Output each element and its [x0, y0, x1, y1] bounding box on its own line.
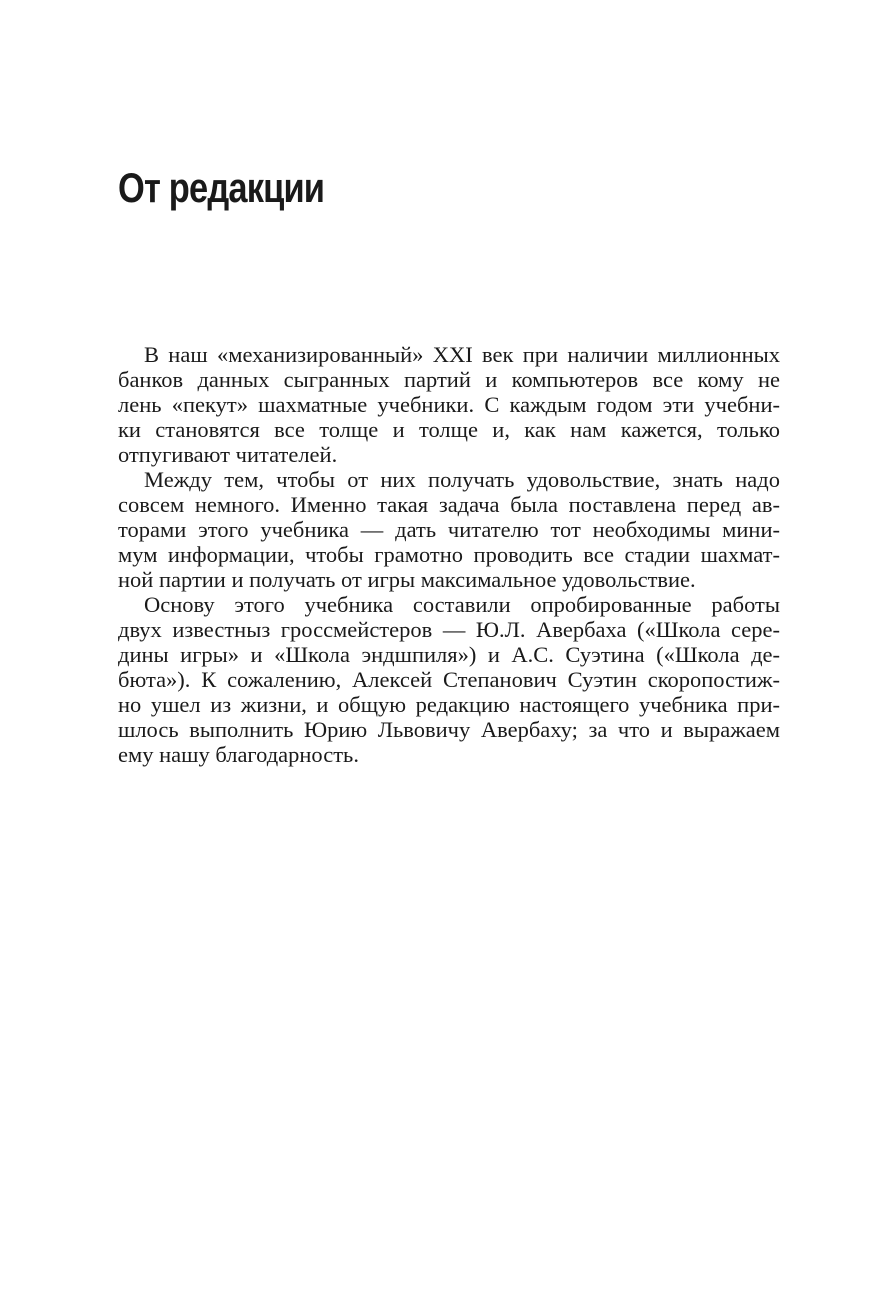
- text-line: но ушел из жизни, и общую редакцию настоящего учебника при-: [118, 692, 780, 717]
- text-line: шлось выполнить Юрию Львовичу Авербаху; за что и выражаем: [118, 717, 780, 742]
- text-line: торами этого учебника — дать читателю тот необходимы мини-: [118, 517, 780, 542]
- text-line: двух известныз гроссмейстеров — Ю.Л. Авербаха («Школа сере-: [118, 617, 780, 642]
- text-line: отпугивают читателей.: [118, 442, 338, 467]
- text-line: дины игры» и «Школа эндшпиля») и А.С. Суэтина («Школа де-: [118, 642, 780, 667]
- text-line: ему нашу благодарность.: [118, 742, 359, 767]
- text-line: бюта»). К сожалению, Алексей Степанович Суэтин скоропостиж-: [118, 667, 780, 692]
- text-line: лень «пекут» шахматные учебники. С каждым годом эти учебни-: [118, 392, 780, 417]
- text-line: В наш «механизированный» XXI век при наличии миллионных: [144, 342, 780, 367]
- page-title: От редакции: [118, 164, 325, 211]
- text-line: Между тем, чтобы от них получать удовольствие, знать надо: [144, 467, 780, 492]
- text-line: совсем немного. Именно такая задача была поставлена перед ав-: [118, 492, 780, 517]
- text-line: ки становятся все толще и толще и, как нам кажется, только: [118, 417, 780, 442]
- paragraph-1: [118, 342, 780, 467]
- text-line: мум информации, чтобы грамотно проводить все стадии шахмат-: [118, 542, 780, 567]
- paragraph-3: [118, 592, 780, 767]
- text-line: банков данных сыгранных партий и компьютеров все кому не: [118, 367, 780, 392]
- editorial-text: [118, 342, 780, 767]
- paragraph-2: [118, 467, 780, 592]
- text-line: Основу этого учебника составили опробированные работы: [144, 592, 780, 617]
- text-line: ной партии и получать от игры максимальное удовольствие.: [118, 567, 696, 592]
